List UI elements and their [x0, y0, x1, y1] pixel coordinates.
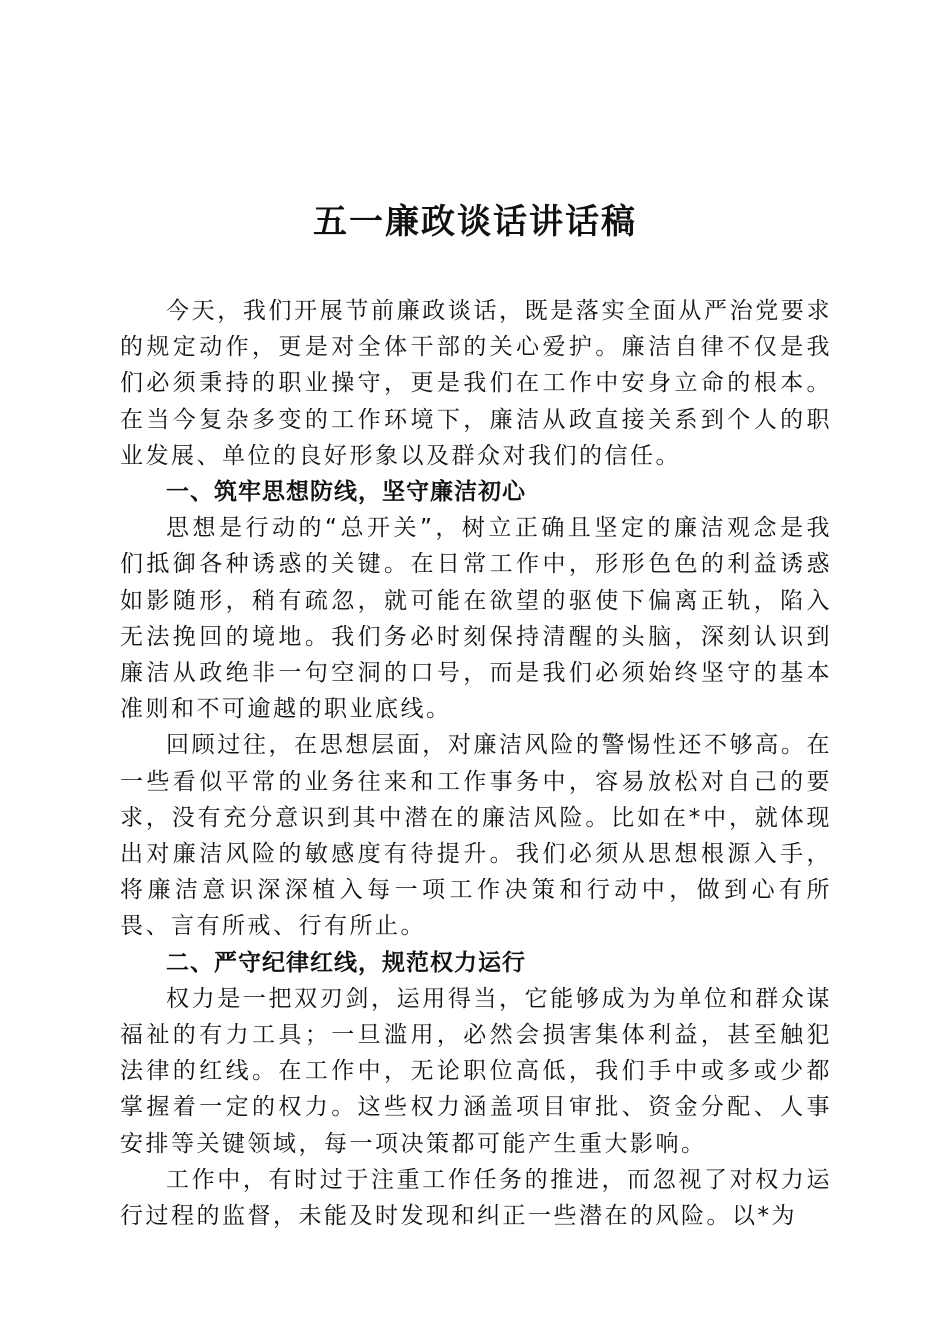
- paragraph: 工作中，有时过于注重工作任务的推进，而忽视了对权力运行过程的监督，未能及时发现和纠正一些潜在的风险。以*为: [120, 1166, 832, 1230]
- section-heading: 一、筑牢思想防线，坚守廉洁初心: [166, 479, 526, 506]
- paragraph: 思想是行动的“总开关”，树立正确且坚定的廉洁观念是我们抵御各种诱惑的关键。在日常工作中，形形色色的利益诱惑如影随形，稍有疏忽，就可能在欲望的驱使下偏离正轨，陷入无法挽回的境地。我们务必时刻保持清醒的头脑，深刻认识到廉洁从政绝非一句空洞的口号，而是我们必须始终坚守的基本准则和不可逾越的职业底线。: [120, 515, 832, 723]
- paragraph: 回顾过往，在思想层面，对廉洁风险的警惕性还不够高。在一些看似平常的业务往来和工作事务中，容易放松对自己的要求，没有充分意识到其中潜在的廉洁风险。比如在*中，就体现出对廉洁风险的敏感度有待提升。我们必须从思想根源入手，将廉洁意识深深植入每一项工作决策和行动中，做到心有所畏、言有所戒、行有所止。: [120, 732, 832, 940]
- paragraph: 今天，我们开展节前廉政谈话，既是落实全面从严治党要求的规定动作，更是对全体干部的关心爱护。廉洁自律不仅是我们必须秉持的职业操守，更是我们在工作中安身立命的根本。在当今复杂多变的工作环境下，廉洁从政直接关系到个人的职业发展、单位的良好形象以及群众对我们的信任。: [120, 298, 832, 469]
- document-title: 五一廉政谈话讲话稿: [313, 202, 637, 242]
- document-body: [120, 293, 832, 1234]
- paragraph: 权力是一把双刃剑，运用得当，它能够成为为单位和群众谋福祉的有力工具；一旦滥用，必然会损害集体利益，甚至触犯法律的红线。在工作中，无论职位高低，我们手中或多或少都掌握着一定的权力。这些权力涵盖项目审批、资金分配、人事安排等关键领域，每一项决策都可能产生重大影响。: [120, 985, 832, 1157]
- section-heading: 二、严守纪律红线，规范权力运行: [166, 949, 526, 976]
